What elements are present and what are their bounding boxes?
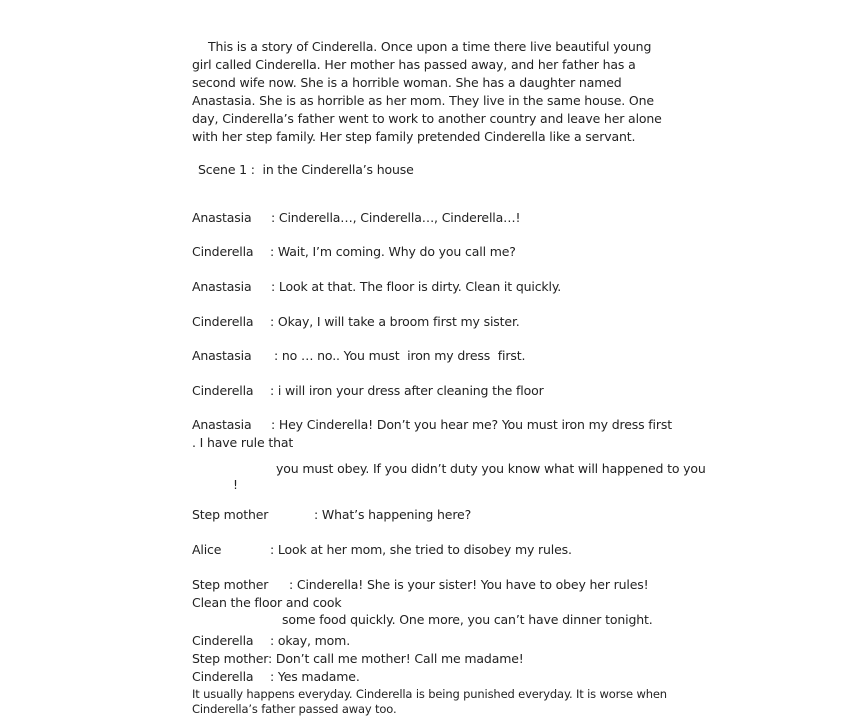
dialogue-line bbox=[192, 243, 516, 261]
speaker-name: Cinderella bbox=[192, 244, 254, 259]
dialogue-text: : What’s happening here? bbox=[314, 507, 472, 522]
dialogue-text: : Hey Cinderella! Don’t you hear me? You must iron my dress first . I have rule that bbox=[192, 417, 672, 450]
dialogue-text: : Cinderella…, Cinderella…, Cinderella…! bbox=[271, 210, 521, 225]
speaker-name: Step mother bbox=[192, 507, 269, 522]
scene-heading: Scene 1 : in the Cinderella’s house bbox=[198, 162, 414, 177]
dialogue-line bbox=[192, 382, 544, 400]
dialogue-continuation: ! bbox=[233, 477, 238, 492]
intro-paragraph: This is a story of Cinderella. Once upon a time there live beautiful young girl called Cinderella. Her mother has passed away, and her father has a second wife now. She is a horrible woman. She has a daughter named Anastasia. She is as horrible as her mom. They live in the same house. One day, Cinderella’s father went to work to another country and leave her alone with her step family. Her step family pretended Cinderella like a servant. bbox=[192, 39, 662, 144]
dialogue-text: : Yes madame. bbox=[270, 669, 360, 684]
dialogue-text: : i will iron your dress after cleaning the floor bbox=[270, 383, 544, 398]
dialogue-text: : no … no.. You must iron my dress first. bbox=[274, 348, 526, 363]
speaker-name: Step mother bbox=[192, 651, 269, 666]
dialogue-text: : Look at that. The floor is dirty. Clean it quickly. bbox=[271, 279, 562, 294]
dialogue-text: : Wait, I’m coming. Why do you call me? bbox=[270, 244, 516, 259]
dialogue-line bbox=[192, 576, 672, 612]
speaker-name: Alice bbox=[192, 542, 222, 557]
speaker-name: Anastasia bbox=[192, 348, 252, 363]
dialogue-text: : Don’t call me mother! Call me madame! bbox=[268, 651, 524, 666]
dialogue-line bbox=[192, 651, 524, 667]
dialogue-line bbox=[192, 633, 350, 649]
dialogue-text: : Cinderella! She is your sister! You have to obey her rules! Clean the floor and cook bbox=[192, 577, 649, 610]
speaker-name: Anastasia bbox=[192, 417, 252, 432]
speaker-name: Anastasia bbox=[192, 279, 252, 294]
speaker-name: Step mother bbox=[192, 577, 269, 592]
speaker-name: Cinderella bbox=[192, 669, 254, 684]
dialogue-line bbox=[192, 669, 360, 685]
dialogue-text: : okay, mom. bbox=[270, 633, 351, 648]
dialogue-line bbox=[192, 347, 525, 365]
dialogue-line bbox=[192, 541, 572, 559]
dialogue-continuation: some food quickly. One more, you can’t have dinner tonight. bbox=[282, 612, 653, 627]
speaker-name: Cinderella bbox=[192, 383, 254, 398]
speaker-name: Cinderella bbox=[192, 633, 254, 648]
dialogue-line bbox=[192, 209, 520, 227]
dialogue-line bbox=[192, 416, 672, 452]
dialogue-text: : Look at her mom, she tried to disobey my rules. bbox=[270, 542, 572, 557]
speaker-name: Cinderella bbox=[192, 314, 254, 329]
speaker-name: Anastasia bbox=[192, 210, 252, 225]
dialogue-line bbox=[192, 313, 520, 331]
outro-paragraph: It usually happens everyday. Cinderella is being punished everyday. It is worse when Cinderella’s father passed away too. bbox=[192, 687, 667, 716]
dialogue-line bbox=[192, 506, 471, 524]
dialogue-continuation: you must obey. If you didn’t duty you know what will happened to you bbox=[276, 461, 706, 476]
dialogue-text: : Okay, I will take a broom first my sister. bbox=[270, 314, 520, 329]
dialogue-line bbox=[192, 278, 561, 296]
